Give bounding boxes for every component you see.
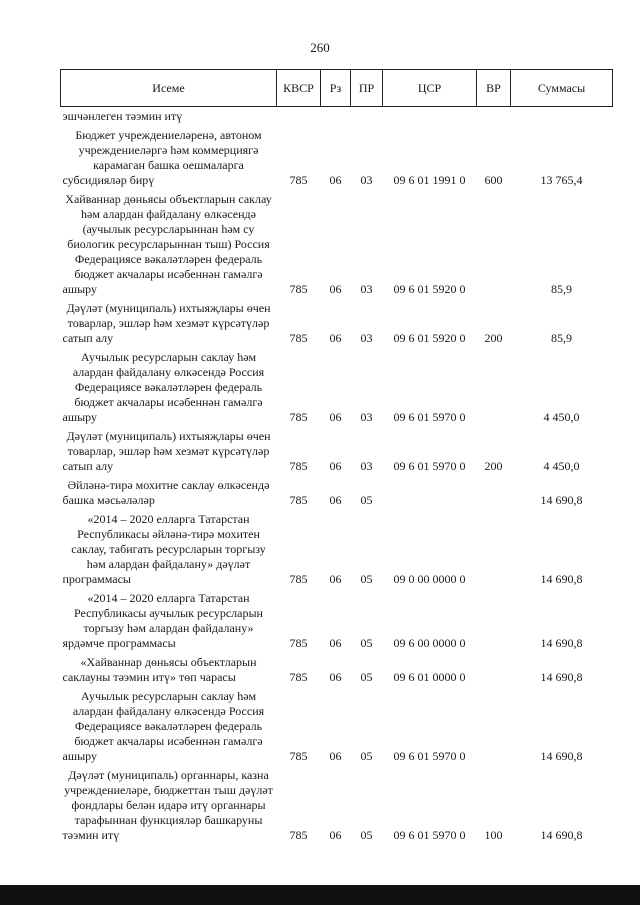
cell-kvsr: 785 bbox=[289, 572, 308, 586]
cell-csr: 09 6 01 5970 0 bbox=[393, 410, 466, 424]
cell-csr bbox=[383, 476, 477, 510]
header-sum: Суммасы bbox=[511, 70, 613, 107]
cell-name: Аучылык ресурсларын саклау һәм алардан файдалану өлкәсендә Россия Федерациясе вәкаләтләрен федераль бюджет акчалары исәбеннән гамәлгә ашыру bbox=[62, 350, 265, 424]
cell-pr: 05 bbox=[360, 670, 373, 684]
cell-name: Дәүләт (муниципаль) ихтыяҗлары өчен товарлар, эшләр һәм хезмәт күрсәтүләр сатып алу bbox=[62, 429, 271, 473]
cell-vr bbox=[477, 510, 511, 589]
cell-vr bbox=[477, 476, 511, 510]
header-vr: ВР bbox=[477, 70, 511, 107]
cell-csr: 09 6 01 5970 0 bbox=[393, 749, 466, 763]
cell-rz: 06 bbox=[329, 636, 342, 650]
header-name: Исеме bbox=[61, 70, 277, 107]
table-row bbox=[61, 190, 613, 299]
cell-vr bbox=[477, 348, 511, 427]
cell-name: Әйләнә-тирә мохитне саклау өлкәсендә башка мәсьәләләр bbox=[62, 478, 270, 507]
cell-csr: 09 6 01 1991 0 bbox=[393, 173, 466, 187]
cell-name: Бюджет учреждениеләренә, автоном учреждениеләргә һәм коммерциягә карамаган башка оешмаларга субсидияләр бирү bbox=[62, 128, 262, 187]
cell-rz: 06 bbox=[329, 493, 342, 507]
cell-vr bbox=[477, 190, 511, 299]
cell-vr bbox=[477, 589, 511, 653]
cell-rz: 06 bbox=[329, 749, 342, 763]
table-body bbox=[61, 107, 613, 846]
cell-sum: 14 690,8 bbox=[540, 749, 583, 763]
cell-sum: 85,9 bbox=[551, 282, 572, 296]
cell-kvsr: 785 bbox=[289, 459, 308, 473]
cell-name: эшчәнлеген тәэмин итү bbox=[62, 109, 183, 123]
cell-kvsr: 785 bbox=[289, 828, 308, 842]
cell-vr: 200 bbox=[484, 331, 503, 345]
table-header-row bbox=[61, 70, 613, 107]
header-rz: Рз bbox=[321, 70, 351, 107]
cell-name: Аучылык ресурсларын саклау һәм алардан файдалану өлкәсендә Россия Федерациясе вәкаләтләрен федераль бюджет акчалары исәбеннән гамәлгә ашыру bbox=[62, 689, 265, 763]
cell-csr: 09 6 01 5970 0 bbox=[393, 828, 466, 842]
cell-pr: 03 bbox=[360, 282, 373, 296]
cell-rz: 06 bbox=[329, 410, 342, 424]
table-row bbox=[61, 510, 613, 589]
cell-name: «Хайваннар дөньясы объектларын саклауны тәэмин итү» төп чарасы bbox=[62, 655, 257, 684]
cell-pr: 05 bbox=[360, 749, 373, 763]
cell-kvsr: 785 bbox=[289, 173, 308, 187]
cell-sum: 14 690,8 bbox=[540, 493, 583, 507]
cell-vr bbox=[477, 687, 511, 766]
cell-rz: 06 bbox=[329, 828, 342, 842]
scan-edge-bar bbox=[0, 885, 640, 905]
cell-rz: 06 bbox=[329, 670, 342, 684]
cell-vr: 600 bbox=[484, 173, 503, 187]
cell-sum: 14 690,8 bbox=[540, 670, 583, 684]
cell-vr: 200 bbox=[484, 459, 503, 473]
cell-csr: 09 6 01 5970 0 bbox=[393, 459, 466, 473]
header-csr: ЦСР bbox=[383, 70, 477, 107]
cell-sum: 85,9 bbox=[551, 331, 572, 345]
cell-csr: 09 6 00 0000 0 bbox=[393, 636, 466, 650]
cell-pr bbox=[351, 107, 383, 127]
cell-name: «2014 – 2020 елларга Татарстан Республикасы әйләнә-тирә мохитен саклау, табигать ресурсларын торгызу һәм алардан файдалану» дәүләт программасы bbox=[62, 512, 266, 586]
cell-name: Хайваннар дөньясы объектларын саклау һәм алардан файдалану өлкәсендә (аучылык ресурсларыннан һәм су биологик ресурсларыннан тыш) Россия Федерациясе вәкаләтләрен федераль бюджет акчалары исәбеннән гамәлгә ашыру bbox=[62, 192, 272, 296]
cell-pr: 03 bbox=[360, 173, 373, 187]
cell-kvsr: 785 bbox=[289, 282, 308, 296]
cell-rz: 06 bbox=[329, 282, 342, 296]
table-row bbox=[61, 766, 613, 845]
cell-name: Дәүләт (муниципаль) ихтыяҗлары өчен товарлар, эшләр һәм хезмәт күрсәтүләр сатып алу bbox=[62, 301, 271, 345]
cell-vr: 100 bbox=[484, 828, 503, 842]
table-row bbox=[61, 589, 613, 653]
cell-pr: 05 bbox=[360, 493, 373, 507]
cell-rz: 06 bbox=[329, 173, 342, 187]
cell-kvsr: 785 bbox=[289, 410, 308, 424]
table-row bbox=[61, 348, 613, 427]
cell-csr: 09 0 00 0000 0 bbox=[393, 572, 466, 586]
cell-kvsr: 785 bbox=[289, 749, 308, 763]
table-row bbox=[61, 299, 613, 348]
cell-sum: 13 765,4 bbox=[540, 173, 583, 187]
cell-pr: 03 bbox=[360, 410, 373, 424]
cell-pr: 05 bbox=[360, 828, 373, 842]
cell-pr: 03 bbox=[360, 331, 373, 345]
cell-vr bbox=[477, 653, 511, 687]
cell-csr bbox=[383, 107, 477, 127]
table-row bbox=[61, 653, 613, 687]
table-row bbox=[61, 427, 613, 476]
table-row bbox=[61, 476, 613, 510]
cell-rz: 06 bbox=[329, 331, 342, 345]
header-kvsr: КВСР bbox=[277, 70, 321, 107]
table-row bbox=[61, 126, 613, 190]
cell-name: Дәүләт (муниципаль) органнары, казна учреждениеләре, бюджеттан тыш дәүләт фондлары белән идарә итү органнары тарафыннан функцияләр башкаруны тәэмин итү bbox=[62, 768, 273, 842]
budget-table bbox=[60, 69, 613, 845]
cell-sum: 4 450,0 bbox=[543, 410, 580, 424]
cell-name: «2014 – 2020 елларга Татарстан Республикасы аучылык ресурсларын торгызу һәм алардан файдалану» ярдәмче программасы bbox=[62, 591, 263, 650]
cell-rz: 06 bbox=[329, 459, 342, 473]
cell-kvsr: 785 bbox=[289, 670, 308, 684]
cell-pr: 03 bbox=[360, 459, 373, 473]
cell-pr: 05 bbox=[360, 572, 373, 586]
cell-csr: 09 6 01 5920 0 bbox=[393, 282, 466, 296]
page-number: 260 bbox=[310, 40, 330, 55]
cell-sum: 4 450,0 bbox=[543, 459, 580, 473]
cell-kvsr bbox=[277, 107, 321, 127]
table-row bbox=[61, 687, 613, 766]
header-pr: ПР bbox=[351, 70, 383, 107]
cell-csr: 09 6 01 5920 0 bbox=[393, 331, 466, 345]
cell-vr bbox=[477, 107, 511, 127]
cell-rz: 06 bbox=[329, 572, 342, 586]
cell-kvsr: 785 bbox=[289, 636, 308, 650]
cell-kvsr: 785 bbox=[289, 331, 308, 345]
table-row bbox=[61, 107, 613, 127]
cell-sum: 14 690,8 bbox=[540, 828, 583, 842]
cell-rz bbox=[321, 107, 351, 127]
cell-sum: 14 690,8 bbox=[540, 636, 583, 650]
cell-kvsr: 785 bbox=[289, 493, 308, 507]
cell-sum bbox=[511, 107, 613, 127]
cell-pr: 05 bbox=[360, 636, 373, 650]
cell-csr: 09 6 01 0000 0 bbox=[393, 670, 466, 684]
cell-sum: 14 690,8 bbox=[540, 572, 583, 586]
